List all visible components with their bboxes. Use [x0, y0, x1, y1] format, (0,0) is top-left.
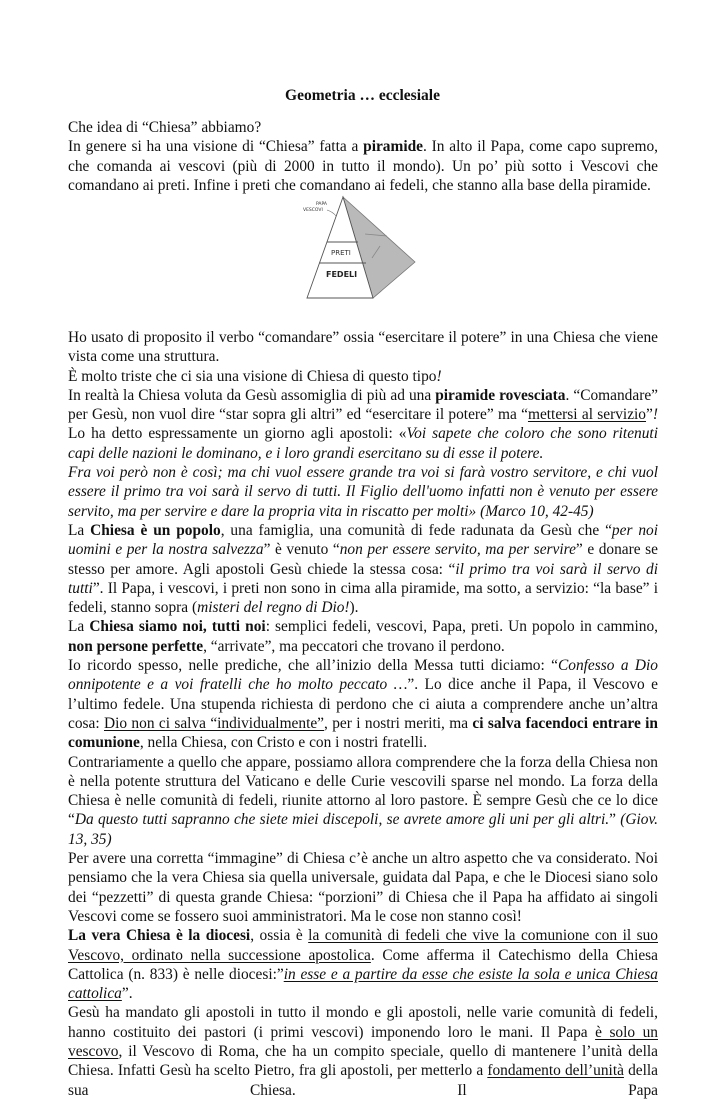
text-run: ” è venuto “: [263, 541, 340, 559]
text-run: In genere si ha una visione di “Chiesa” fatta a: [68, 138, 364, 156]
pyramid-figure: [300, 194, 425, 304]
text-run: Io ricordo spesso, nelle prediche, che all’inizio della Messa tutti diciamo: “: [68, 657, 558, 675]
text-run: , per i nostri meriti, ma: [324, 714, 473, 732]
underlined-text: la comunità di fedeli che vive la comunione con il suo Vescovo, ordinato nella successione apostolica: [68, 927, 658, 964]
text-run: Per avere una corretta “immagine” di Chiesa c’è anche un altro aspetto che va considerato. Noi pensiamo che la vera Chiesa sia quella universale, guidata dal Papa, e che le Diocesi siano solo dei “pezzetti” di questa grande Chiesa: “porzioni” di Chiesa che il Papa ha affidato ai singoli Vescovi come se fossero suoi amministratori. Ma le cose non stanno così!: [68, 850, 658, 925]
intro-section: [68, 118, 658, 195]
text-run: ”. Il Papa, i vescovi, i preti non sono in cima alla piramide, ma sotto, a servizio: “la base” i fedeli, stanno sopra (: [68, 579, 658, 617]
underlined-text: fondamento dell’unità: [487, 1062, 624, 1080]
italic-text: il primo tra voi sarà il servo di tutti: [68, 560, 658, 597]
bold-text: ci salva facendoci entrare in comunione: [68, 714, 658, 752]
text-run: . Come afferma il Catechismo della Chiesa Cattolica (n. 833) è nelle diocesi:”: [68, 946, 658, 983]
paragraph: [68, 926, 658, 1003]
document-title: Geometria … ecclesiale: [285, 87, 440, 104]
text-run: ”. Lo dice anche il Papa, il Vescovo e l’ultimo fedele. Una stupenda richiesta di perdono che ci aiuta a comprendere anche un’altra cosa:: [68, 676, 658, 732]
text-run: , ossia è: [250, 927, 309, 945]
bold-text: Chiesa è un popolo: [90, 521, 221, 539]
underlined-text: Dio non ci salva “individualmente”: [103, 714, 325, 732]
text-run: . In alto il Papa, come capo supremo, che comanda ai vescovi (più di 2000 in tutto il mondo). Un po’ più sotto i Vescovi che comandano ai preti. Infine i preti che comandano ai fedeli, che stanno alla base della piramide.: [68, 138, 658, 194]
text-run: . “Comandare” per Gesù, non vuol dire “star sopra gli altri” ed “esercitare il potere” ma “: [68, 386, 658, 424]
text-run: Contrariamente a quello che appare, possiamo allora comprendere che la forza della Chiesa non è nella potente struttura del Vaticano e delle Curie vescovili sparse nel mondo. La forza della Chiesa è nelle comunità di fedeli, riunite attorno al loro pastore. È sempre Gesù che ce lo dice “: [68, 753, 658, 829]
label-fedeli: FEDELI: [326, 270, 358, 279]
italic-text: per noi uomini e per la nostra salvezza: [68, 521, 658, 559]
text-run: ).: [349, 599, 359, 617]
text-run: della sua Chiesa. Il Papa: [68, 1062, 658, 1099]
bold-text: La vera Chiesa è la diocesi: [68, 927, 251, 945]
bold-text: piramide rovesciata: [435, 386, 566, 404]
text-run: ”: [609, 811, 616, 829]
paragraph: [68, 367, 658, 386]
paragraph: [68, 521, 658, 617]
text-run: , il Vescovo di Roma, che ha un compito speciale, quello di mantenere l’unità della Chiesa. Infatti Gesù ha scelto Pietro, fra gli apostoli, per metterlo a: [68, 1042, 658, 1080]
text-run: Lo ha detto espressamente un giorno agli apostoli: «: [68, 425, 407, 443]
text-run: Gesù ha mandato gli apostoli in tutto il mondo e gli apostoli, nelle varie comunità di fedeli, hanno costituito dei pastori (i primi vescovi) imponendo loro le mani. Il Papa: [68, 1004, 658, 1041]
text-run: , una famiglia, una comunità di fede radunata da Gesù che “: [220, 521, 612, 539]
italic-text: Confesso a Dio onnipotente e a voi fratelli che ho molto peccato …: [68, 657, 659, 694]
italic-text: Fra voi però non è così; ma chi vuol essere grande tra voi si farà vostro servitore, e chi vuol essere il primo tra voi sarà il servo di tutti. Il Figlio dell'uomo infatti non è venuto per essere servito, ma per servire e dare la propria vita in riscatto per molti» (Marco 10, 42-45): [68, 464, 658, 520]
text-run: È molto triste che ci sia una visione di Chiesa di questo tipo: [68, 367, 437, 385]
text-run: Che idea di “Chiesa” abbiamo?: [68, 119, 262, 136]
text-run: La: [68, 618, 90, 636]
italic-text: Da questo tutti sapranno che siete miei discepoli, se avrete amore gli uni per gli altri.: [74, 811, 610, 829]
underlined-text: mettersi al servizio: [527, 406, 647, 424]
italic-text: Voi sapete che coloro che sono ritenuti capi delle nazioni le dominano, e i loro grandi esercitano su di esse il potere.: [68, 425, 658, 462]
paragraph: [68, 118, 658, 137]
text-run: Ho usato di proposito il verbo “comandare” ossia “esercitare il potere” in una Chiesa che viene vista come una struttura.: [68, 329, 658, 366]
paragraph: [68, 137, 658, 195]
bold-text: Chiesa siamo noi, tutti noi: [89, 618, 266, 636]
text-run: : semplici fedeli, vescovi, Papa, preti. Un popolo in cammino,: [265, 618, 658, 636]
bold-text: piramide: [363, 138, 423, 156]
paragraph: [68, 753, 658, 849]
text-run: In realtà la Chiesa voluta da Gesù assomiglia di più ad una: [68, 386, 436, 404]
paragraph: [68, 386, 658, 463]
bold-text: non persone perfette: [68, 637, 204, 655]
italic-text: !: [436, 367, 442, 385]
italic-text: misteri del regno di Dio!: [197, 599, 350, 617]
underlined-text: è solo un vescovo: [68, 1023, 658, 1060]
body-section: [68, 328, 658, 1100]
italic-text: (Giov. 13, 35): [68, 811, 658, 848]
label-vescovi: VESCOVI: [303, 208, 323, 213]
italic-text: !: [652, 406, 658, 424]
italic-underlined-text: in esse e a partire da esse che esiste la sola e unica Chiesa cattolica: [68, 965, 658, 1003]
text-run: , “arrivate”, ma peccatori che trovano il perdono.: [203, 637, 505, 655]
italic-text: non per essere servito, ma per servire: [339, 541, 576, 559]
label-preti: PRETI: [331, 249, 351, 257]
text-run: , nella Chiesa, con Cristo e con i nostri fratelli.: [139, 734, 428, 752]
paragraph: [68, 849, 658, 926]
text-run: ”.: [121, 985, 133, 1003]
paragraph: [68, 463, 658, 521]
paragraph: [68, 1003, 658, 1099]
label-papa: PAPA: [316, 202, 328, 207]
paragraph: [68, 328, 658, 367]
arrow-icon: [327, 210, 336, 216]
text-run: ” e donare se stesso per amore. Agli apostoli Gesù chiede la stessa cosa: “: [68, 541, 658, 578]
paragraph: [68, 656, 658, 752]
text-run: ”: [646, 406, 653, 424]
text-run: La: [68, 521, 91, 539]
paragraph: [68, 617, 658, 656]
